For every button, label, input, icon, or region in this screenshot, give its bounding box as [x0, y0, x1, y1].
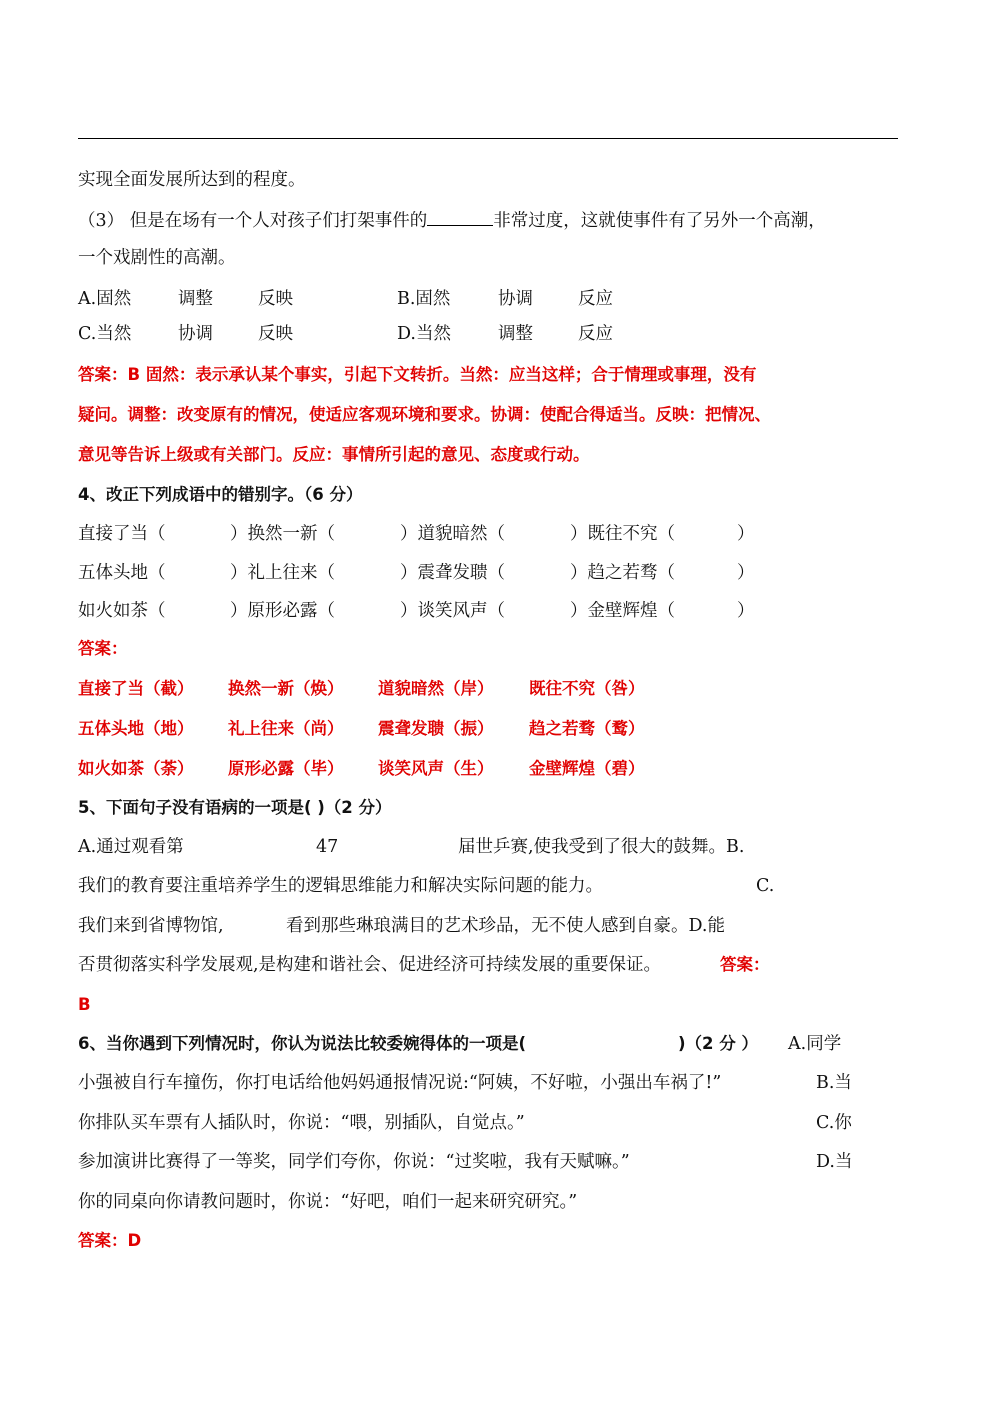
- q4-answer-label: 答案：: [78, 639, 128, 658]
- q4-row3-c2: ）原形必露（: [230, 601, 335, 621]
- q4-answer-r3-c3: 谈笑风声（生）: [378, 759, 494, 778]
- q4-answer-r1-c4: 既往不究（咎）: [529, 679, 645, 698]
- q4-answer-r2-c1: 五体头地（地）: [78, 719, 194, 738]
- q6-line3-a: 参加演讲比赛得了一等奖，同学们夸你，你说：“过奖啦，我有天赋嘛。”: [78, 1152, 630, 1172]
- q4-answer-r3-c2: 原形必露（毕）: [228, 759, 344, 778]
- q3-answer-line3: 意见等告诉上级或有关部门。反应：事情所引起的意见、态度或行动。: [78, 445, 590, 464]
- q5-line3-b: 看到那些琳琅满目的艺术珍品，无不使人感到自豪。D.能: [286, 916, 725, 936]
- q5-title: 5、下面句子没有语病的一项是( )（2 分）: [78, 798, 392, 817]
- q3-line1-post: 非常过度，这就使事件有了另外一个高潮，: [493, 211, 826, 231]
- q3-option-d-word2: 调整: [498, 324, 533, 344]
- header-rule: [78, 138, 898, 139]
- q5-line2-b: C.: [756, 876, 775, 896]
- q4-row1-c2: ）换然一新（: [230, 524, 335, 544]
- q5-line1-c: 届世乒赛,使我受到了很大的鼓舞。B.: [458, 837, 745, 857]
- q4-row1-c5: ）: [737, 524, 755, 544]
- q3-option-b-word2: 协调: [498, 289, 533, 309]
- q5-line1-b: 47: [316, 837, 339, 857]
- q5-line1-a: A.通过观看第: [78, 837, 184, 857]
- q4-answer-r2-c2: 礼上往来（尚）: [228, 719, 344, 738]
- q4-row2-c1: 五体头地（: [78, 563, 166, 583]
- q3-answer-line1: 答案：B 固然：表示承认某个事实，引起下文转折。当然：应当这样；合于情理或事理，没有: [78, 365, 757, 384]
- q3-line1: [78, 207, 826, 234]
- q4-row1-c4: ）既往不究（: [570, 524, 675, 544]
- q6-line1-b: B.当: [816, 1073, 852, 1093]
- q4-row2-c5: ）: [737, 563, 755, 583]
- q4-answer-r3-c1: 如火如茶（荼）: [78, 759, 194, 778]
- q4-row1-c1: 直接了当（: [78, 524, 166, 544]
- q3-option-b: B.固然: [397, 289, 451, 309]
- q4-title: 4、改正下列成语中的错别字。（6 分）: [78, 485, 363, 504]
- q6-title: 6、当你遇到下列情况时，你认为说法比较委婉得体的一项是(: [78, 1034, 527, 1053]
- q3-option-b-word3: 反应: [578, 289, 613, 309]
- q5-line2-a: 我们的教育要注重培养学生的逻辑思维能力和解决实际问题的能力。: [78, 876, 603, 896]
- q3-option-c-word2: 协调: [178, 324, 213, 344]
- q5-answer-label: 答案：: [720, 955, 770, 974]
- q5-answer: B: [78, 995, 91, 1014]
- q4-row2-c4: ）趋之若骛（: [570, 563, 675, 583]
- q3-blank: [427, 207, 493, 226]
- q4-row3-c1: 如火如茶（: [78, 601, 166, 621]
- q4-row3-c4: ）金壁辉煌（: [570, 601, 675, 621]
- q3-option-c-word3: 反映: [258, 324, 293, 344]
- q6-line2-a: 你排队买车票有人插队时，你说：“喂，别插队，自觉点。”: [78, 1113, 525, 1133]
- q4-answer-r1-c2: 换然一新（焕）: [228, 679, 344, 698]
- q4-row2-c2: ）礼上往来（: [230, 563, 335, 583]
- q3-option-c: C.当然: [78, 324, 132, 344]
- q3-answer-line2: 疑问。调整：改变原有的情况，使适应客观环境和要求。协调：使配合得适当。反映：把情况、: [78, 405, 771, 424]
- q3-line1-pre: （3） 但是在场有一个人对孩子们打架事件的: [78, 211, 428, 231]
- q6-line4-a: 你的同桌向你请教问题时，你说：“好吧，咱们一起来研究研究。”: [78, 1192, 578, 1212]
- q6-title-tail: A.同学: [788, 1034, 842, 1054]
- q5-line3-a: 我们来到省博物馆,: [78, 916, 224, 936]
- q6-line3-b: D.当: [816, 1152, 853, 1172]
- q6-line2-b: C.你: [816, 1113, 852, 1133]
- q3-line0: 实现全面发展所达到的程度。: [78, 170, 306, 190]
- q4-answer-r2-c3: 震聋发聩（振）: [378, 719, 494, 738]
- q4-answer-r3-c4: 金壁辉煌（碧）: [529, 759, 645, 778]
- q4-answer-r1-c1: 直接了当（截）: [78, 679, 194, 698]
- q6-answer: 答案：D: [78, 1231, 142, 1250]
- q4-row1-c3: ）道貌暗然（: [400, 524, 505, 544]
- q4-row3-c5: ）: [737, 601, 755, 621]
- q6-line1-a: 小强被自行车撞伤，你打电话给他妈妈通报情况说:“阿姨，不好啦，小强出车祸了!”: [78, 1073, 722, 1093]
- q3-option-a-word2: 调整: [178, 289, 213, 309]
- q4-answer-r2-c4: 趋之若骛（鹜）: [529, 719, 645, 738]
- q3-option-d-word3: 反应: [578, 324, 613, 344]
- q6-title-score: )（2 分 ）: [678, 1034, 759, 1053]
- q5-line4-a: 否贯彻落实科学发展观,是构建和谐社会、促进经济可持续发展的重要保证。: [78, 955, 662, 975]
- q3-line2: 一个戏剧性的高潮。: [78, 248, 236, 268]
- q4-row3-c3: ）谈笑风声（: [400, 601, 505, 621]
- q3-option-d: D.当然: [397, 324, 451, 344]
- q3-option-a-word3: 反映: [258, 289, 293, 309]
- q3-option-a: A.固然: [78, 289, 132, 309]
- q4-row2-c3: ）震聋发聩（: [400, 563, 505, 583]
- q4-answer-r1-c3: 道貌暗然（岸）: [378, 679, 494, 698]
